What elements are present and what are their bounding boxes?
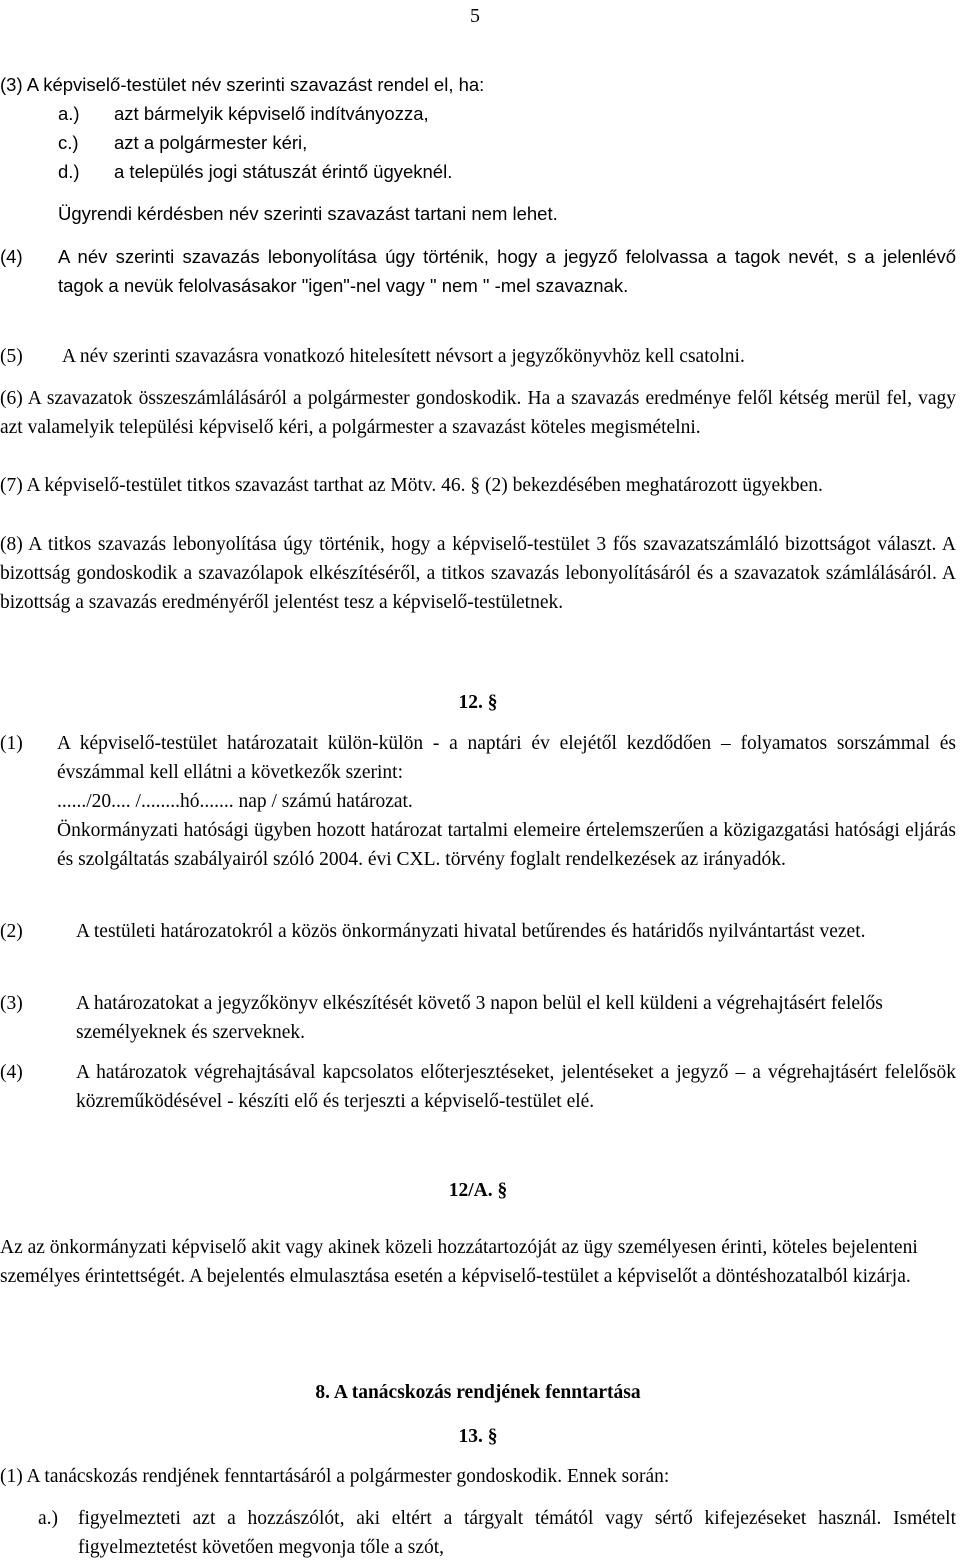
- section-12-paragraph-1: [0, 729, 956, 874]
- list-item-label: d.): [58, 161, 80, 182]
- paragraph-label: (4): [0, 1062, 23, 1083]
- list-item-text: azt a polgármester kéri,: [114, 132, 308, 153]
- section-heading-13: 13. §: [458, 1426, 498, 1447]
- section-12-paragraph-3: [0, 989, 956, 1047]
- paragraph-5: [0, 342, 956, 371]
- list-item-label: a.): [38, 1508, 59, 1529]
- section-12-paragraph-2: [0, 917, 956, 946]
- paragraph-text: A képviselő-testület határozatait külön-külön - a naptári év elejétől kezdődően – folyamatos sorszámmal és évszámmal kell ellátni a következők szerint:: [57, 733, 956, 783]
- section-13-item-a: [38, 1504, 956, 1562]
- section-heading-12a: 12/A. §: [448, 1180, 508, 1201]
- paragraph-label: (3): [0, 993, 23, 1014]
- paragraph-7: (7) A képviselő-testület titkos szavazást tarthat az Mötv. 46. § (2) bekezdésében meghatározott ügyekben.: [0, 475, 823, 496]
- list-item: [58, 99, 956, 128]
- paragraph-8: (8) A titkos szavazás lebonyolítása úgy történik, hogy a képviselő-testület 3 fős szavazatszámláló bizottságot választ. A bizottság gondoskodik a szavazólapok elkészítéséről, a titkos szavazás lebonyolításáról és a szavazatok számlálásáról. A bizottság a szavazás eredményéről jelentést tesz a képviselő-testületnek.: [0, 534, 956, 613]
- paragraph-6: (6) A szavazatok összeszámlálásáról a polgármester gondoskodik. Ha a szavazás eredménye felől kétség merül fel, vagy azt valamelyik települési képviselő kéri, a polgármester a szavazást köteles megismételni.: [0, 388, 956, 438]
- paragraph-4: [0, 242, 956, 300]
- list-item: [58, 157, 956, 186]
- paragraph-label: (1): [0, 733, 23, 754]
- paragraph-label: (5): [0, 346, 23, 367]
- section-heading-12: 12. §: [458, 692, 498, 713]
- resolution-format: ....../20.... /........hó....... nap / számú határozat.: [57, 791, 413, 812]
- list-item: [58, 128, 956, 157]
- paragraph-text-2: Önkormányzati hatósági ügyben hozott határozat tartalmi elemeire értelemszerűen a közigazgatási hatósági eljárás és szolgáltatás szabályairól szóló 2004. évi CXL. törvény foglalt rendelkezések az irányadók.: [57, 820, 956, 870]
- list-item-label: c.): [58, 132, 79, 153]
- paragraph-text: A határozatok végrehajtásával kapcsolatos előterjesztéseket, jelentéseket a jegyző – a végrehajtásért felelősök közreműködésével - készíti elő és terjeszti a képviselő-testület elé.: [76, 1062, 956, 1112]
- section-12a-text: Az az önkormányzati képviselő akit vagy akinek közeli hozzátartozóját az ügy személyesen érinti, köteles bejelenteni személyes érintettségét. A bejelentés elmulasztása esetén a képviselő-testület a képviselőt a döntéshozatalból kizárja.: [0, 1237, 918, 1287]
- list-item-label: a.): [58, 103, 80, 124]
- paragraph-3-intro: (3) A képviselő-testület név szerinti szavazást rendel el, ha:: [0, 74, 485, 95]
- paragraph-text: A testületi határozatokról a közös önkormányzati hivatal betűrendes és határidős nyilvántartást vezet.: [76, 921, 866, 942]
- page-number: 5: [470, 5, 480, 27]
- paragraph-text: A név szerinti szavazás lebonyolítása úgy történik, hogy a jegyző felolvassa a tagok nevét, s a jelenlévő tagok a nevük felolvasásakor "igen"-nel vagy " nem " -mel szavaznak.: [58, 246, 956, 296]
- paragraph-text: A név szerinti szavazásra vonatkozó hitelesített névsort a jegyzőkönyvhöz kell csatolni.: [62, 346, 745, 367]
- section-13-paragraph-1: (1) A tanácskozás rendjének fenntartásáról a polgármester gondoskodik. Ennek során:: [0, 1466, 670, 1487]
- list-item-text: azt bármelyik képviselő indítványozza,: [114, 103, 429, 124]
- list-item-text: a település jogi státuszát érintő ügyeknél.: [114, 161, 453, 182]
- section-12-paragraph-4: [0, 1058, 956, 1116]
- chapter-title: 8. A tanácskozás rendjének fenntartása: [315, 1382, 641, 1403]
- paragraph-label: (4): [0, 246, 23, 267]
- paragraph-3: [0, 70, 956, 228]
- list-item-text: figyelmezteti azt a hozzászólót, aki eltért a tárgyalt témától vagy sértő kifejezéseket használ. Ismételt figyelmeztetést követően megvonja tőle a szót,: [78, 1508, 956, 1558]
- paragraph-text: A határozatokat a jegyzőkönyv elkészítését követő 3 napon belül el kell küldeni a végrehajtásért felelős személyeknek és szerveknek.: [76, 993, 883, 1043]
- paragraph-label: (2): [0, 921, 23, 942]
- paragraph-3-note: Ügyrendi kérdésben név szerinti szavazást tartani nem lehet.: [58, 203, 558, 224]
